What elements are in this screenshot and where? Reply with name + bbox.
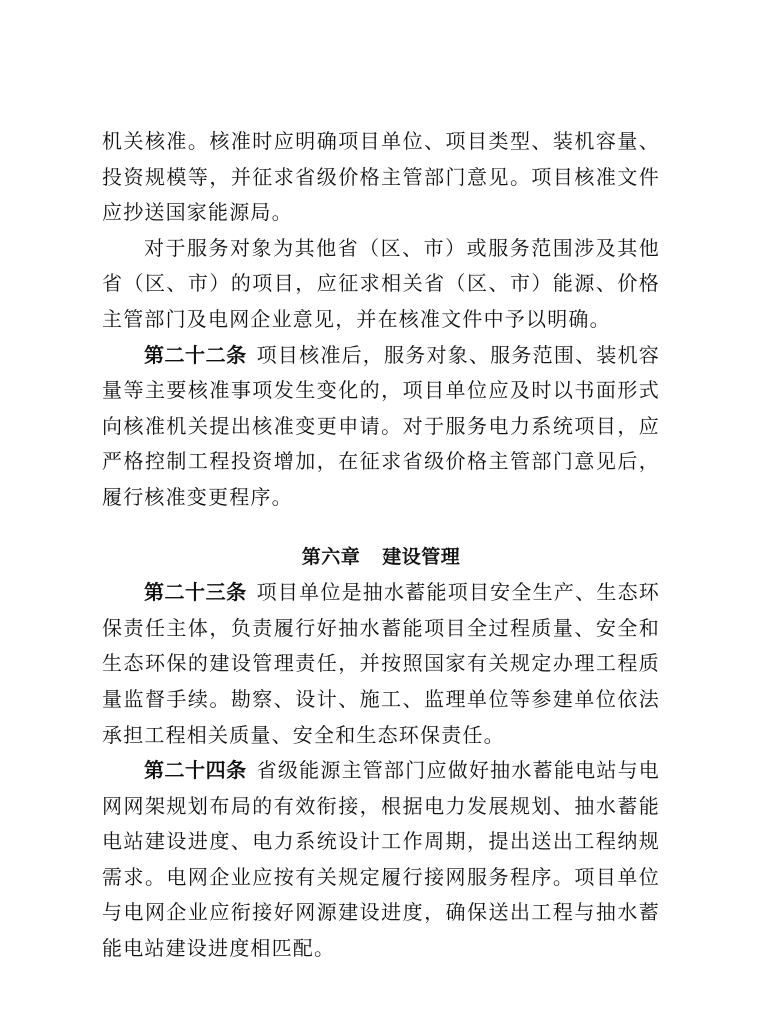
paragraph-continuation: 机关核准。核准时应明确项目单位、项目类型、装机容量、投资规模等，并征求省级价格主管部门意见。项目核准文件应抄送国家能源局。 — [102, 129, 660, 225]
article-24-text: 省级能源主管部门应做好抽水蓄能电站与电网网架规划布局的有效衔接，根据电力发展规划、抽水蓄能电站建设进度、电力系统设计工作周期，提出送出工程纳规需求。电网企业应按有关规定履行接网服务程序。项目单位与电网企业应衔接好网源建设进度，确保送出工程与抽水蓄能电站建设进度相匹配。 — [102, 758, 660, 961]
article-24-paragraph — [102, 753, 660, 967]
article-24-number: 第二十四条 — [144, 758, 247, 783]
article-23-text: 项目单位是抽水蓄能项目安全生产、生态环保责任主体，负责履行好抽水蓄能项目全过程质量、安全和生态环保的建设管理责任，并按照国家有关规定办理工程质量监督手续。勘察、设计、施工、监理单位等参建单位依法承担工程相关质量、安全和生态环保责任。 — [102, 580, 660, 747]
paragraph-cross-province: 对于服务对象为其他省（区、市）或服务范围涉及其他省（区、市）的项目，应征求相关省（区、市）能源、价格主管部门及电网企业意见，并在核准文件中予以明确。 — [102, 235, 660, 331]
article-23-number: 第二十三条 — [144, 580, 247, 605]
article-22-paragraph — [102, 338, 660, 516]
article-22-number: 第二十二条 — [144, 342, 247, 367]
article-22-text: 项目核准后，服务对象、服务范围、装机容量等主要核准事项发生变化的，项目单位应及时以书面形式向核准机关提出核准变更申请。对于服务电力系统项目，应严格控制工程投资增加，在征求省级价格主管部门意见后，履行核准变更程序。 — [102, 342, 660, 509]
article-23-paragraph — [102, 575, 660, 753]
chapter-title-text: 建设管理 — [382, 545, 461, 568]
chapter-heading — [102, 540, 660, 576]
chapter-number: 第六章 — [301, 545, 361, 568]
